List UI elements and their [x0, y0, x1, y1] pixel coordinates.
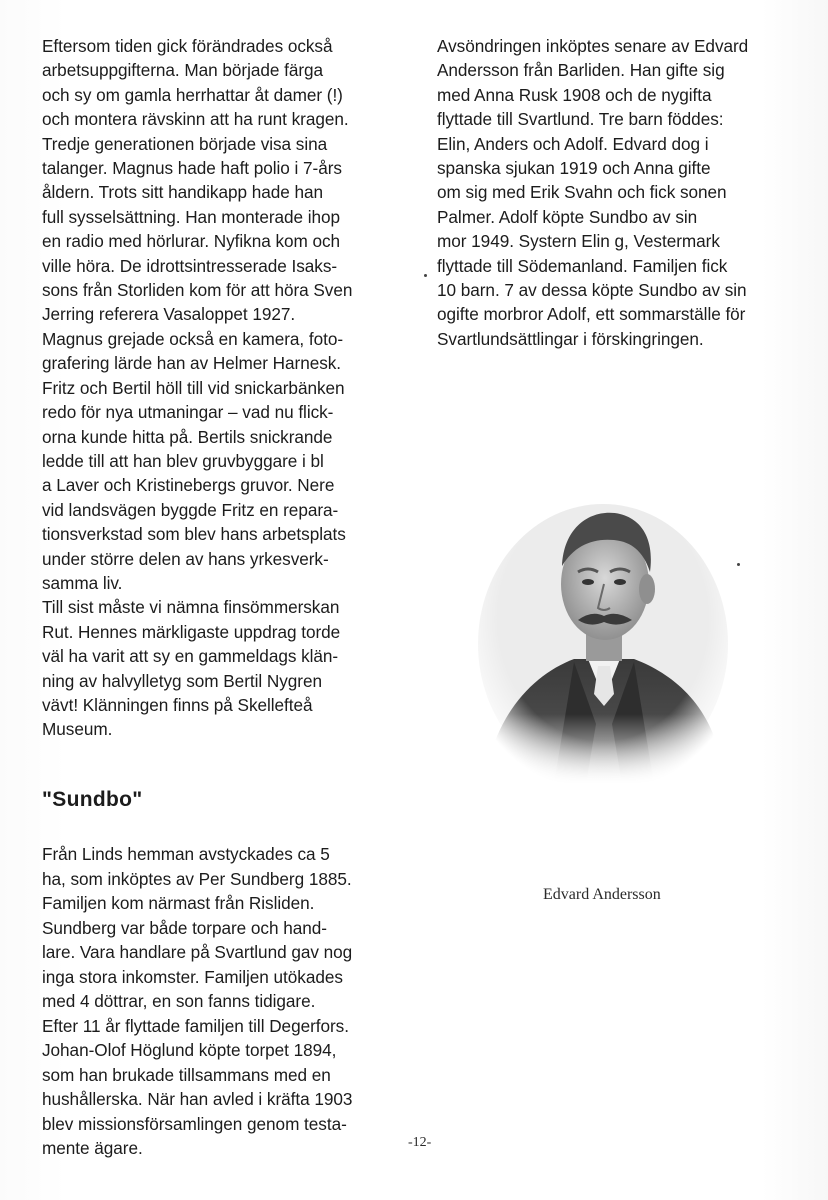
text-line: ville höra. De idrottsintresserade Isaks- [42, 255, 338, 276]
photo-caption: Edvard Andersson [543, 886, 661, 903]
text-line: lare. Vara handlare på Svartlund gav nog [42, 942, 353, 962]
text-line: samma liv. [42, 572, 123, 593]
text-line: och sy om gamla herrhattar åt damer (!) [42, 84, 343, 105]
text-line: Jerring referera Vasaloppet 1927. [42, 304, 296, 325]
text-line: tionsverkstad som blev hans arbetsplats [42, 524, 346, 545]
text-line: ogifte morbror Adolf, ett sommarställe för [437, 304, 746, 325]
right-column-text [437, 34, 815, 351]
text-line: flyttade till Svartlund. Tre barn föddes: [437, 109, 724, 130]
text-line: 10 barn. 7 av dessa köpte Sundbo av sin [437, 280, 747, 301]
text-line: åldern. Trots sitt handikapp hade han [42, 182, 323, 203]
text-line: Svartlundsättlingar i förskingringen. [437, 328, 704, 349]
left-column-text [42, 34, 420, 742]
text-line: blev missionsförsamlingen genom testa- [42, 1113, 347, 1134]
text-line: Efter 11 år flyttade familjen till Degerfors. [42, 1015, 349, 1036]
text-line: med Anna Rusk 1908 och de nygifta [437, 84, 712, 105]
section-heading-sundbo: "Sundbo" [42, 788, 143, 811]
text-line: om sig med Erik Svahn och fick sonen [437, 182, 727, 203]
text-line: orna kunde hitta på. Bertils snickrande [42, 426, 333, 447]
text-line: spanska sjukan 1919 och Anna gifte [437, 158, 711, 179]
text-line: Rut. Hennes märkligaste uppdrag torde [42, 621, 341, 642]
text-line: a Laver och Kristinebergs gruvor. Nere [42, 475, 335, 496]
portrait-illustration [474, 484, 732, 784]
text-line: och montera rävskinn att ha runt kragen. [42, 109, 349, 130]
text-line: ning av halvylletyg som Bertil Nygren [42, 670, 322, 691]
text-line: redo för nya utmaningar – vad nu flick- [42, 402, 334, 423]
text-line: talanger. Magnus hade haft polio i 7-års [42, 158, 342, 179]
text-line: sons från Storliden kom för att höra Sven [42, 280, 353, 301]
scan-speck [424, 274, 427, 277]
text-line: vävt! Klänningen finns på Skellefteå [42, 694, 313, 715]
scan-speck [737, 563, 740, 566]
text-line: Avsöndringen inköptes senare av Edvard [437, 36, 749, 56]
text-line: Palmer. Adolf köpte Sundbo av sin [437, 206, 698, 227]
text-line: ledde till att han blev gruvbyggare i bl [42, 450, 324, 471]
text-line: väl ha varit att sy en gammeldags klän- [42, 646, 339, 667]
text-line: en radio med hörlurar. Nyfikna kom och [42, 231, 341, 252]
sundbo-column-text [42, 842, 420, 1161]
text-line: mente ägare. [42, 1138, 143, 1158]
text-line: Till sist måste vi nämna finsömmerskan [42, 597, 340, 618]
text-line: Familjen kom närmast från Risliden. [42, 893, 315, 913]
text-line: mor 1949. Systern Elin g, Vestermark [437, 231, 720, 252]
text-line: Museum. [42, 719, 113, 740]
text-line: Från Linds hemman avstyckades ca 5 [42, 844, 330, 864]
text-line: under större delen av hans yrkesverk- [42, 548, 329, 569]
text-line: ha, som inköptes av Per Sundberg 1885. [42, 868, 352, 889]
text-line: arbetsuppgifterna. Man började färga [42, 60, 324, 81]
text-line: Johan-Olof Höglund köpte torpet 1894, [42, 1040, 337, 1060]
text-line: Elin, Anders och Adolf. Edvard dog i [437, 133, 709, 154]
text-line: med 4 döttrar, en son fanns tidigare. [42, 991, 316, 1011]
text-line: Eftersom tiden gick förändrades också [42, 36, 333, 56]
text-line: Sundberg var både torpare och hand- [42, 917, 327, 938]
text-line: Fritz och Bertil höll till vid snickarbänken [42, 377, 345, 398]
text-line: inga stora inkomster. Familjen utökades [42, 966, 343, 987]
text-line: Magnus grejade också en kamera, foto- [42, 328, 344, 349]
text-line: som han brukade tillsammans med en [42, 1064, 331, 1085]
text-line: Tredje generationen började visa sina [42, 133, 328, 154]
text-line: flyttade till Södemanland. Familjen fick [437, 255, 728, 276]
page-number: -12- [408, 1135, 432, 1150]
portrait-photo [474, 484, 732, 784]
text-line: Andersson från Barliden. Han gifte sig [437, 60, 725, 81]
text-line: grafering lärde han av Helmer Harnesk. [42, 353, 342, 374]
text-line: full sysselsättning. Han monterade ihop [42, 206, 341, 227]
text-line: hushållerska. När han avled i kräfta 1903 [42, 1089, 353, 1109]
text-line: vid landsvägen byggde Fritz en repara- [42, 499, 339, 520]
